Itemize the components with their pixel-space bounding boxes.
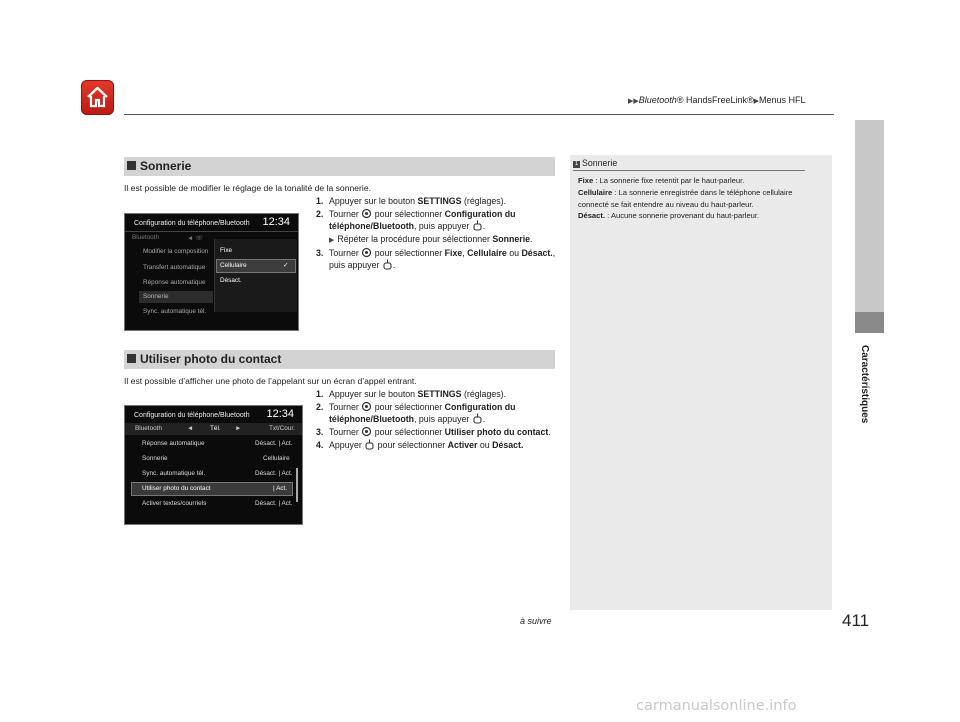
photo-screen: Configuration du téléphone/Bluetooth 12:34 Bluetooth ◄ Tél. ► Txt/Cour. Réponse automatique Désact. | Act. Sonnerie Cellulaire Sync. automatique tél. Désact. | Act. Utiliser photo du contact | Act. Activer textes/courriels Désact. | Act. [124,405,303,525]
note-rule [573,170,805,171]
side-tab [855,120,884,333]
header-rule [124,114,834,115]
breadcrumb: ▶▶Bluetooth® HandsFreeLink®▶Menus HFL [628,95,806,105]
dial-icon [361,247,372,258]
ringtone-intro: Il est possible de modifier le réglage de la tonalité de la sonnerie. [124,183,371,193]
continued-label: à suivre [520,616,552,626]
option-fixe: Fixe [220,247,233,254]
note-body: Fixe : La sonnerie fixe retentit par le haut-parleur. Cellulaire : La sonnerie enregistrée dans le téléphone cellulaire connecté se fait entendre au niveau du haut-parleur. Désact. : Aucune sonnerie provenant du haut-parleur. [578,176,793,221]
section-ringtone-header: Sonnerie [124,157,555,176]
home-button[interactable] [81,80,114,115]
press-icon [364,439,375,450]
section-photo-header: Utiliser photo du contact [124,350,555,369]
press-icon [382,259,393,270]
ringtone-steps: 1. Appuyer sur le bouton SETTINGS (réglages). 2. Tourner pour sélectionner Configuration du téléphone/Bluetooth, puis appuyer . ▶ Répéter la procédure pour sélectionner Sonnerie. 3. Tourner pour sélectionner Fixe, Cellulaire ou Désact., puis appuyer . [316,196,556,270]
option-desact: Désact. [220,277,242,284]
dial-icon [361,426,372,437]
photo-intro: Il est possible d’afficher une photo de l’appelant sur un écran d’appel entrant. [124,376,417,386]
side-tab-marker [855,312,884,333]
side-tab-label: Caractéristiques [859,345,870,424]
dial-icon [361,401,372,412]
ringtone-screen: Configuration du téléphone/Bluetooth 12:34 Bluetooth ◄ ☏ Modifier la composition Transfert automatique Réponse automatique Sonnerie Sync. automatique tél. Fixe Cellulaire ✓ Désact. [124,213,299,331]
note-title: 1 Sonnerie [574,158,618,168]
note-panel [570,155,832,610]
watermark: carmanualsonline.info [636,698,797,714]
press-icon [472,413,483,424]
dial-icon [361,208,372,219]
home-icon [86,85,109,109]
option-cellulaire: Cellulaire [220,262,247,269]
photo-steps: 1. Appuyer sur le bouton SETTINGS (réglages). 2. Tourner pour sélectionner Configuration du téléphone/Bluetooth, puis appuyer . 3. Tourner pour sélectionner Utiliser photo du contact. 4. Appuyer pour sélectionner Activer ou Désact. [316,389,551,450]
page-number: 411 [842,611,870,630]
press-icon [472,220,483,231]
